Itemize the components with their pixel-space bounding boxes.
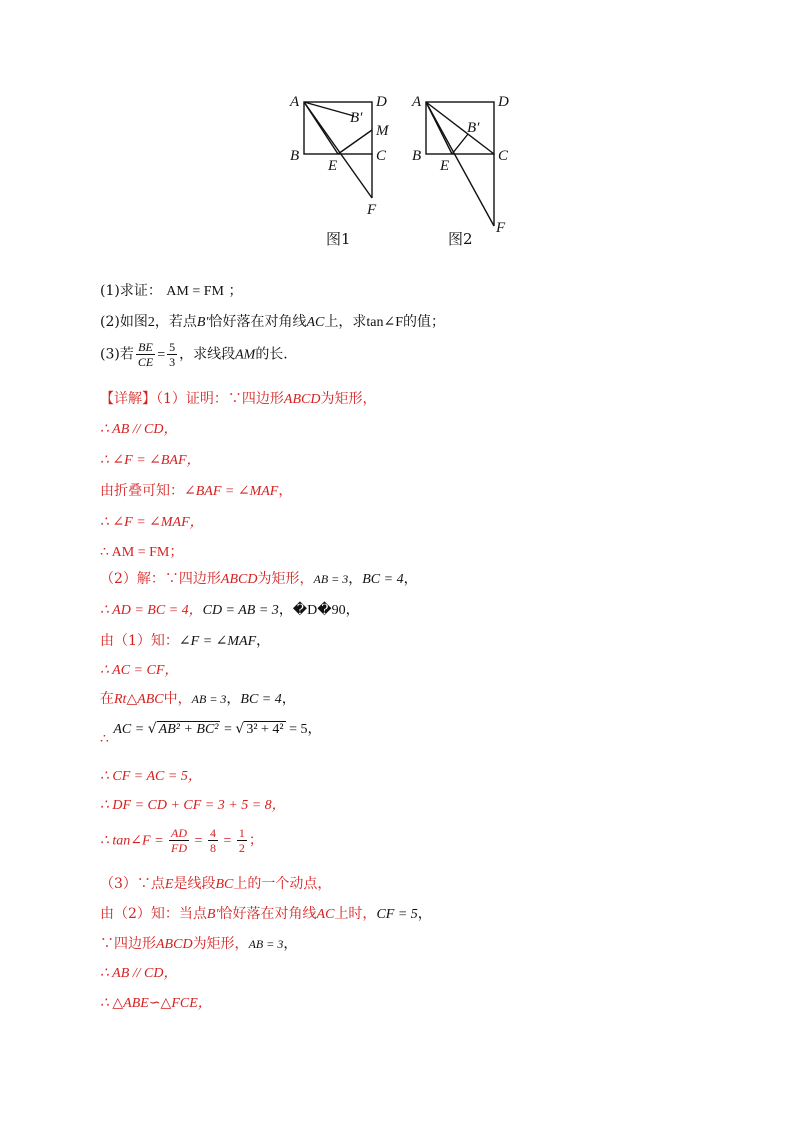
label-a-2: A xyxy=(412,94,422,110)
figure-2 xyxy=(426,102,494,226)
label-f-2: F xyxy=(496,220,506,236)
s2-therefore: ∴ xyxy=(100,731,109,747)
q2-figure-number: 2 xyxy=(147,315,155,330)
s1-line-2: ∴ AB // CD， xyxy=(100,422,178,437)
q3-value-fraction xyxy=(167,340,177,369)
s1-l4a: 由折叠可知： xyxy=(100,483,184,499)
s2-line-3 xyxy=(100,630,270,650)
s3-l1d: BC xyxy=(215,877,234,892)
s2-l5e: ， xyxy=(226,691,241,707)
s3-l3e: ， xyxy=(283,936,298,952)
label-f-1: F xyxy=(367,202,377,218)
line-ac-2 xyxy=(426,102,494,154)
s2-l9eq1: = xyxy=(191,833,206,849)
s2-l5a: 在 xyxy=(100,691,114,707)
s2-l6b-sqrt: AB² + BC² xyxy=(158,722,219,737)
s2-line-8: ∴ DF = CD + CF = 3 + 5 = 8， xyxy=(100,798,286,813)
s2-l5g: ， xyxy=(281,691,296,707)
s2-l9n1: AD xyxy=(171,826,188,840)
s2-sep: ， xyxy=(348,571,363,587)
s2-line-2 xyxy=(100,599,360,619)
s2-l2b: CD = AB = 3 xyxy=(202,603,279,618)
s3-line-3 xyxy=(100,933,297,953)
s2-line-4: ∴ AC = CF， xyxy=(100,663,179,678)
s3-l3b: ABCD xyxy=(156,937,193,952)
q2-text-a: (2)如图 xyxy=(100,314,148,330)
s2-line-7: ∴ CF = AC = 5， xyxy=(100,769,202,784)
label-c-1: C xyxy=(376,148,387,164)
s3-line-2 xyxy=(100,903,432,923)
q3-den-ce: CE xyxy=(137,355,154,369)
q3-den-3: 3 xyxy=(169,355,176,369)
q3-segment-am: AM xyxy=(235,347,256,363)
s2-l3b: ∠F = ∠MAF xyxy=(178,634,257,649)
s1-line-4 xyxy=(100,480,292,500)
q2-tan-f: tan∠F xyxy=(366,315,403,330)
label-c-2: C xyxy=(498,148,509,164)
s2-l9eq2: = xyxy=(219,833,235,849)
s2-l9d3: 2 xyxy=(238,841,245,855)
s2-head: （2）解：∵四边形 xyxy=(100,571,221,587)
s2-l6a: AC = xyxy=(113,722,148,737)
s1-abcd: ABCD xyxy=(283,392,321,407)
s3-l3d: AB = 3 xyxy=(248,937,284,951)
s3-l2b: B′ xyxy=(206,907,219,922)
line-ae-2 xyxy=(426,102,452,154)
s2-l5d: AB = 3 xyxy=(191,692,227,706)
s3-l1b: E xyxy=(164,877,174,892)
s2-line-9 xyxy=(100,826,263,855)
label-e-1: E xyxy=(328,158,338,174)
s3-l1a: （3）∵点 xyxy=(100,876,165,892)
label-e-2: E xyxy=(440,158,450,174)
s1-l4c: ， xyxy=(278,483,293,499)
q2-text-e: 的值； xyxy=(402,314,445,330)
caption-fig2: 图2 xyxy=(448,230,473,248)
s1-head: 【详解】（1）证明：∵四边形 xyxy=(100,391,284,407)
s1-line-3: ∴ ∠F = ∠BAF， xyxy=(100,453,201,468)
s1-heading xyxy=(100,388,376,408)
s3-l2f: CF = 5 xyxy=(376,907,418,922)
s2-l9end: ； xyxy=(248,832,263,849)
s3-l2d: AC xyxy=(316,907,335,922)
s3-l1e: 上的一个动点， xyxy=(233,876,332,892)
s2-ab-3: AB = 3 xyxy=(313,572,349,586)
q1-expression: AM = FM xyxy=(166,284,224,299)
q2-text-b: ，若点 xyxy=(154,314,197,330)
q3-num-5: 5 xyxy=(169,340,176,354)
q3-equals: = xyxy=(157,347,166,363)
geometry-figure xyxy=(270,80,530,260)
s1-line-6: ∴ AM = FM； xyxy=(100,545,184,560)
s2-l6e: = 5 xyxy=(285,722,308,737)
q2-text-c: 恰好落在对角线 xyxy=(208,314,307,330)
s2-l2d: ， xyxy=(345,602,360,618)
s1-tail: 为矩形， xyxy=(320,391,377,407)
s1-l4b: ∠BAF = ∠MAF xyxy=(184,484,279,499)
q3-text-a: (3)若 xyxy=(100,346,134,363)
s3-l2a: 由（2）知：当点 xyxy=(100,906,207,922)
line-eb-prime-2 xyxy=(452,134,468,154)
line-em-1 xyxy=(338,130,372,154)
s2-tail: 为矩形， xyxy=(257,571,314,587)
q3-ratio-fraction xyxy=(136,340,155,369)
q1-end: ； xyxy=(228,283,243,299)
s2-l6f: ， xyxy=(307,721,322,737)
s2-l2c: ，�D�90 xyxy=(278,603,346,618)
q3-num-be: BE xyxy=(136,340,155,355)
s2-bc-4: BC = 4 xyxy=(362,572,404,587)
label-d-1: D xyxy=(376,94,387,110)
s2-l5b: Rt△ABC xyxy=(114,692,164,707)
s3-l3c: 为矩形， xyxy=(192,936,249,952)
s3-line-4: ∴ AB // CD， xyxy=(100,966,178,981)
s2-l5c: 中， xyxy=(163,691,192,707)
s2-l3c: ， xyxy=(256,633,271,649)
s2-heading xyxy=(100,568,418,588)
s2-l9d1: FD xyxy=(171,841,188,855)
s2-frac-1-2 xyxy=(237,826,247,855)
q1-label: (1)求证： xyxy=(100,283,162,299)
question-1 xyxy=(100,280,242,300)
s2-l6c: = xyxy=(220,722,236,737)
s1-line-5: ∴ ∠F = ∠MAF， xyxy=(100,515,204,530)
s3-line-1 xyxy=(100,873,331,893)
q2-point-b-prime: B′ xyxy=(196,315,209,330)
s3-l2c: 恰好落在对角线 xyxy=(218,906,317,922)
label-b-1: B xyxy=(290,148,300,164)
s3-l2e: 上时， xyxy=(334,906,377,922)
q3-text-c: 的长. xyxy=(255,346,288,363)
s3-l3a: ∵四边形 xyxy=(100,936,156,952)
label-a-1: A xyxy=(290,94,300,110)
question-2 xyxy=(100,311,445,331)
s2-l9n3: 1 xyxy=(238,826,245,840)
s2-frac-ad-fd xyxy=(169,826,189,855)
s2-end: ， xyxy=(403,571,418,587)
s2-l6d-sqrt: 3² + 4² xyxy=(246,722,284,737)
label-m-1: M xyxy=(376,123,389,139)
q3-text-b: ，求线段 xyxy=(179,346,236,363)
s2-l5f: BC = 4 xyxy=(240,692,282,707)
q2-diagonal-ac: AC xyxy=(306,315,325,330)
s2-l9n2: 4 xyxy=(209,826,216,840)
s2-frac-4-8 xyxy=(208,826,218,855)
s2-line-5 xyxy=(100,688,296,708)
q2-text-d: 上，求 xyxy=(324,314,367,330)
s3-line-5: ∴ △ABE∽△FCE， xyxy=(100,996,212,1011)
s2-l3a: 由（1）知： xyxy=(100,633,179,649)
s2-l9a: ∴ tan∠F = xyxy=(100,833,168,849)
s3-l2g: ， xyxy=(417,906,432,922)
s3-l1c: 是线段 xyxy=(173,876,216,892)
label-b-prime-2: B′ xyxy=(467,120,480,136)
s2-l2a: ∴ AD = BC = 4， xyxy=(100,603,203,618)
caption-fig1: 图1 xyxy=(326,230,351,248)
label-d-2: D xyxy=(498,94,509,110)
question-3 xyxy=(100,340,288,369)
label-b-2: B xyxy=(412,148,422,164)
line-af-2 xyxy=(426,102,494,226)
s2-line-6: ∴ AC = √ AB² + BC² = √ 3² + 4² = 5， xyxy=(100,721,322,747)
s2-abcd: ABCD xyxy=(220,572,258,587)
s2-l9d2: 8 xyxy=(209,841,216,855)
label-b-prime-1: B′ xyxy=(350,110,363,126)
